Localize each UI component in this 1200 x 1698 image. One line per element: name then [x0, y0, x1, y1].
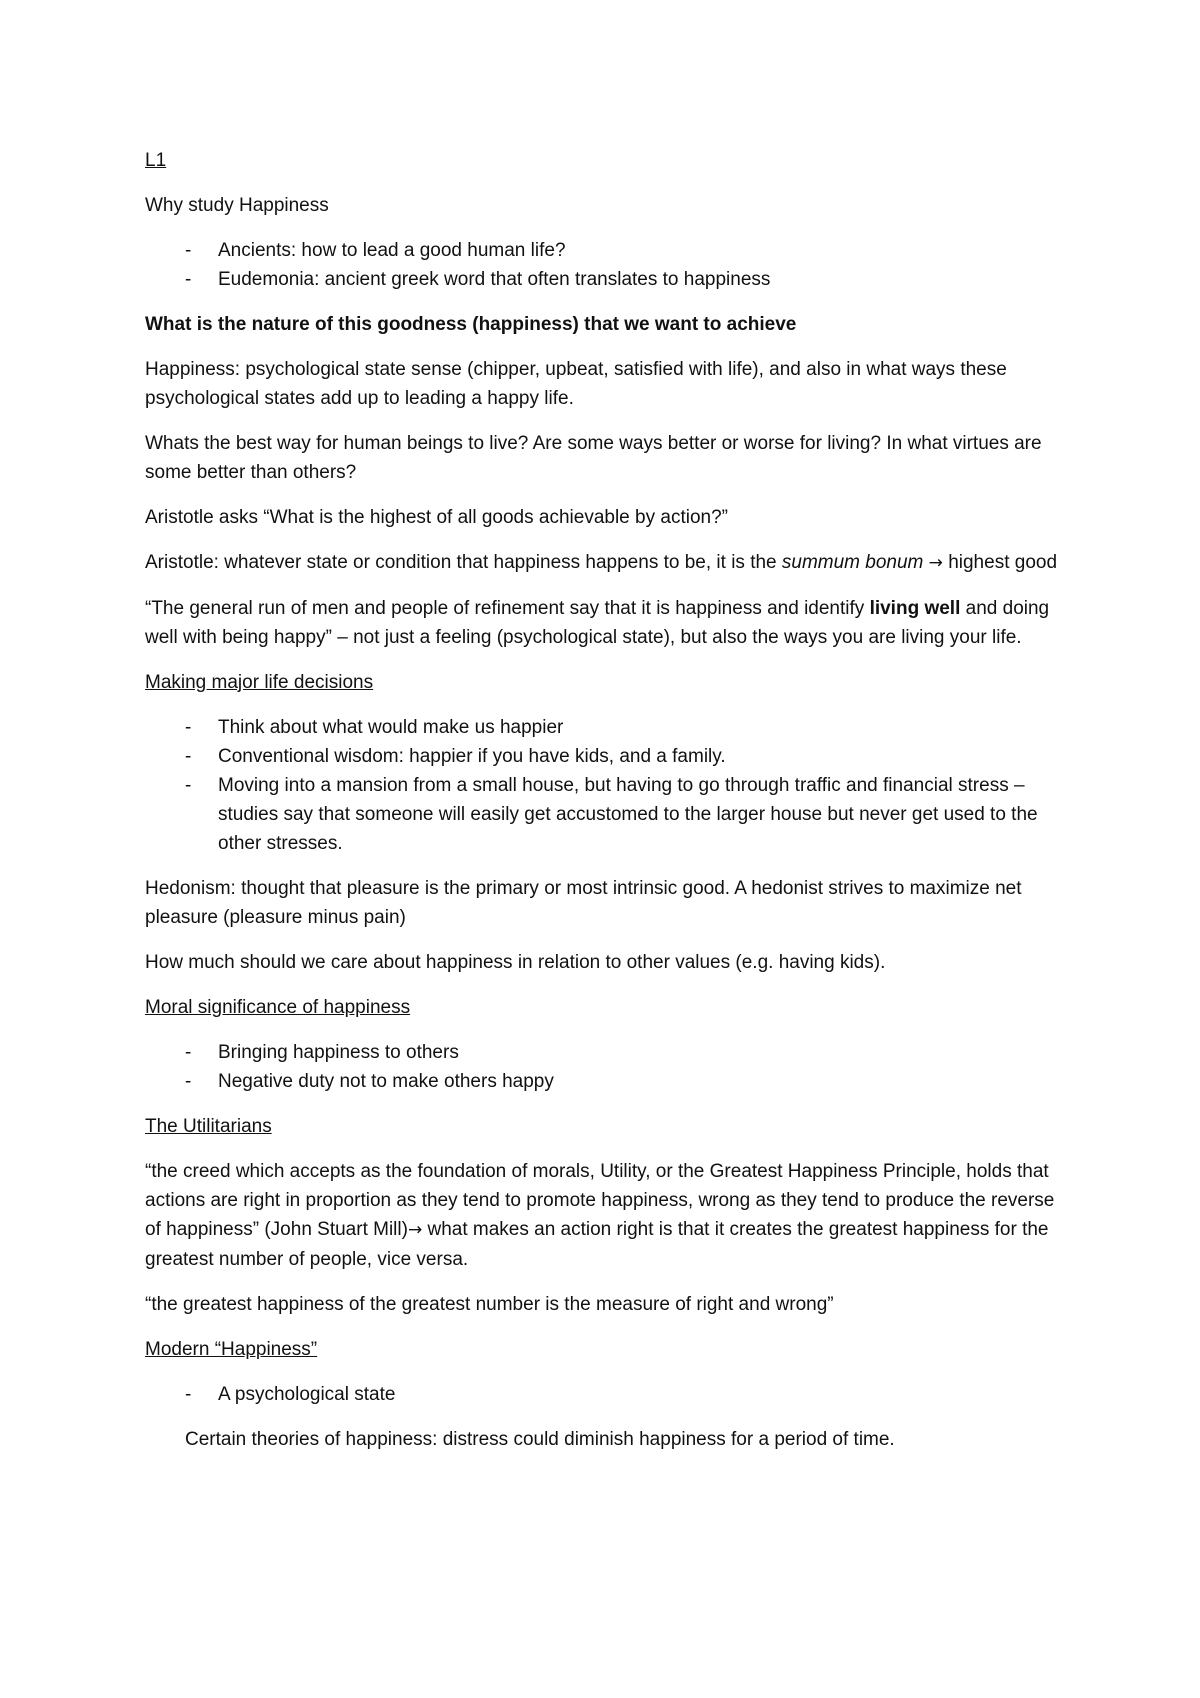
best-way-paragraph: Whats the best way for human beings to live? Are some ways better or worse for living? In what virtues are some better than others? — [145, 433, 1042, 483]
summum-bonum-term: summum bonum — [781, 552, 924, 573]
decisions-list — [145, 713, 1065, 858]
list-item: - Negative duty not to make others happy — [145, 1067, 1065, 1096]
quote-text-start: “The general run of men and people of refinement say that it is happiness and identify — [145, 598, 870, 619]
moral-significance-title: Moral significance of happiness — [145, 997, 411, 1018]
modern-happiness-title: Modern “Happiness” — [145, 1339, 318, 1360]
highest-good-text: highest good — [942, 552, 1058, 573]
nature-heading: What is the nature of this goodness (happiness) that we want to achieve — [145, 314, 797, 335]
creed-quote: “the creed which accepts as the foundation of morals, Utility, or the Greatest Happiness Principle, holds that actions are right in proportion as they tend to promote happiness, wrong as they tend to produce the reverse of happiness” (John Stuart Mill) — [145, 1161, 1055, 1240]
lecture-heading: L1 — [145, 150, 167, 171]
creed-paragraph — [145, 1157, 1065, 1274]
utilitarians-title: The Utilitarians — [145, 1116, 272, 1137]
quote-text-end: and doing well with being happy” – not just a feeling (psychological state), but also the ways you are living your life. — [145, 598, 1050, 648]
creed-explanation: what makes an action right is that it creates the greatest happiness for the greatest number of people, vice versa. — [145, 1219, 1049, 1270]
modern-list — [145, 1380, 1065, 1409]
decisions-title: Making major life decisions — [145, 672, 374, 693]
document-page — [145, 146, 1065, 1470]
greatest-number-quote: “the greatest happiness of the greatest number is the measure of right and wrong” — [145, 1294, 834, 1315]
aristotle-paragraph — [145, 548, 1065, 578]
general-run-quote — [145, 594, 1065, 652]
moral-list — [145, 1038, 1065, 1096]
list-item: - Conventional wisdom: happier if you have kids, and a family. — [145, 742, 1065, 771]
list-item: - Ancients: how to lead a good human life? — [145, 236, 1065, 265]
list-item: - Moving into a mansion from a small house, but having to go through traffic and financial stress – studies say that someone will easily get accustomed to the larger house but never get used to the other stresses. — [145, 771, 1065, 858]
how-much-paragraph: How much should we care about happiness in relation to other values (e.g. having kids). — [145, 952, 886, 973]
living-well-term: living well — [869, 598, 961, 619]
certain-theories-paragraph: Certain theories of happiness: distress could diminish happiness for a period of time. — [185, 1429, 895, 1450]
happiness-definition: Happiness: psychological state sense (chipper, upbeat, satisfied with life), and also in what ways these psychological states add up to leading a happy life. — [145, 359, 1007, 409]
list-item: - Think about what would make us happier — [145, 713, 1065, 742]
list-item: - A psychological state — [145, 1380, 1065, 1409]
list-item: - Eudemonia: ancient greek word that often translates to happiness — [145, 265, 1065, 294]
aristotle-text: Aristotle: whatever state or condition that happiness happens to be, it is the — [145, 552, 782, 573]
why-study-list — [145, 236, 1065, 294]
right-arrow-icon: → — [407, 1220, 423, 1240]
list-item: - Bringing happiness to others — [145, 1038, 1065, 1067]
right-arrow-icon: → — [928, 553, 943, 573]
aristotle-asks-paragraph: Aristotle asks “What is the highest of all goods achievable by action?” — [145, 507, 728, 528]
hedonism-paragraph: Hedonism: thought that pleasure is the primary or most intrinsic good. A hedonist strives to maximize net pleasure (pleasure minus pain) — [145, 878, 1022, 928]
why-study-title: Why study Happiness — [145, 195, 329, 216]
